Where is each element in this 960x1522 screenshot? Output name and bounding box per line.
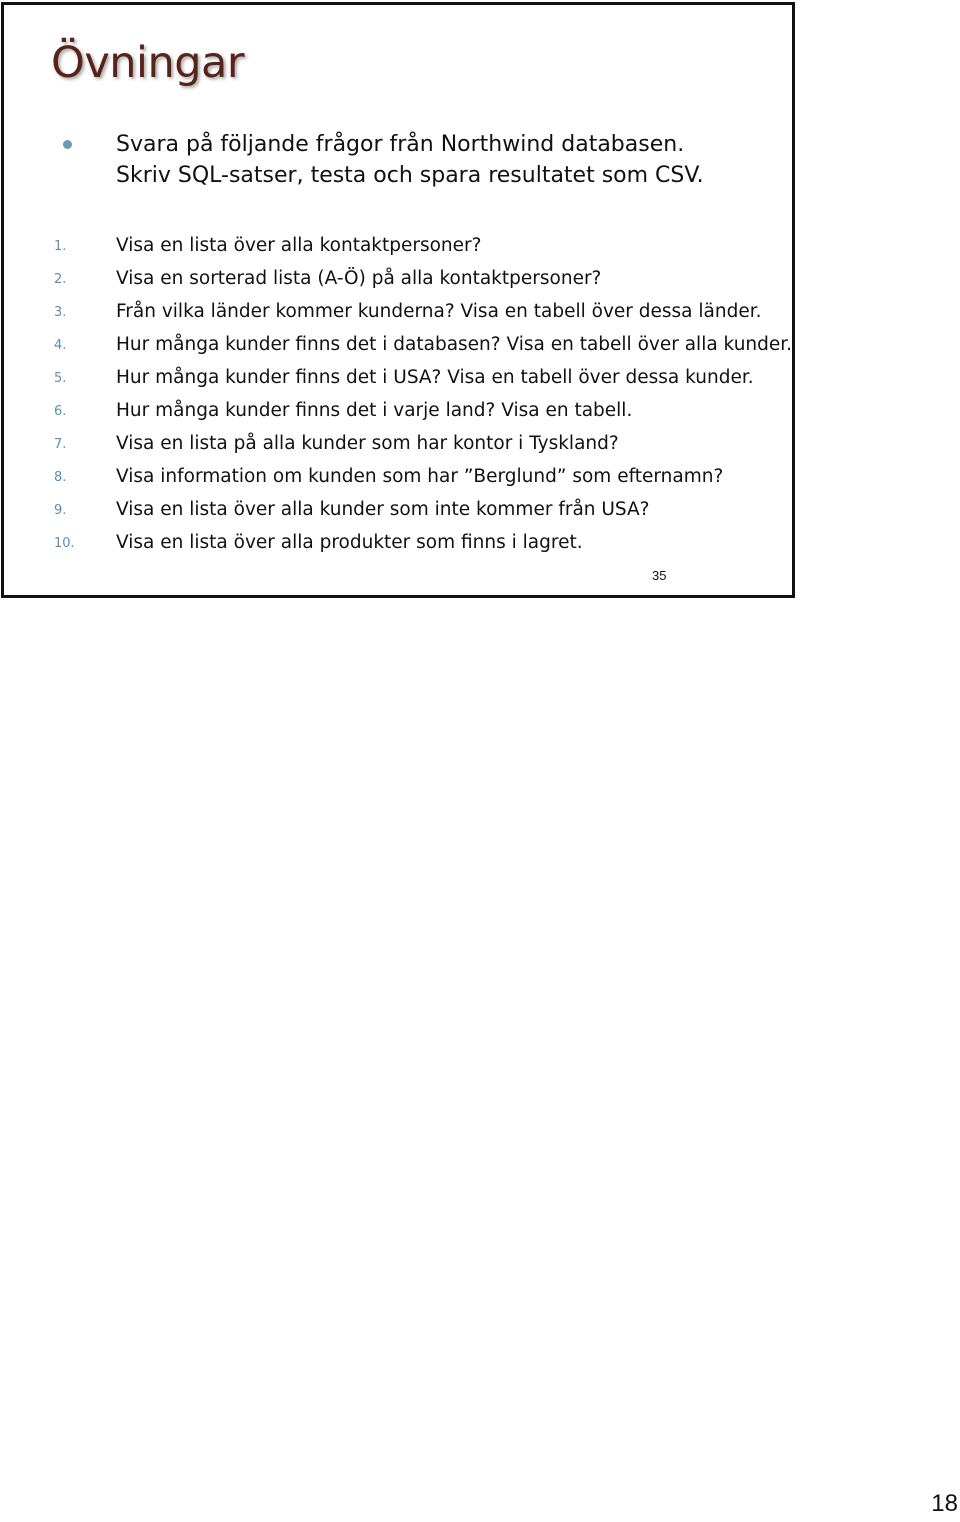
bullet-dot-icon xyxy=(63,140,72,149)
list-item xyxy=(54,429,784,462)
slide-frame xyxy=(1,2,795,598)
item-number: 7. xyxy=(54,437,67,452)
item-text: Från vilka länder kommer kunderna? Visa en tabell över dessa länder. xyxy=(116,301,762,322)
item-number: 9. xyxy=(54,503,67,518)
list-item xyxy=(54,264,784,297)
item-text: Visa en lista på alla kunder som har kontor i Tyskland? xyxy=(116,433,619,454)
intro-bullet xyxy=(63,129,763,191)
item-text: Hur många kunder finns det i USA? Visa en tabell över dessa kunder. xyxy=(116,367,754,388)
item-number: 10. xyxy=(54,536,75,551)
list-item xyxy=(54,396,784,429)
intro-line-2: Skriv SQL-satser, testa och spara resultatet som CSV. xyxy=(116,163,704,188)
list-item xyxy=(54,330,793,363)
intro-line-1: Svara på följande frågor från Northwind databasen. xyxy=(116,132,685,157)
slide-number: 35 xyxy=(652,568,667,583)
item-text: Hur många kunder finns det i varje land? Visa en tabell. xyxy=(116,400,633,421)
item-text: Visa en lista över alla produkter som finns i lagret. xyxy=(116,532,583,553)
item-text: Visa en lista över alla kontaktpersoner? xyxy=(116,235,482,256)
item-number: 2. xyxy=(54,272,67,287)
exercise-list xyxy=(54,231,793,561)
list-item xyxy=(54,528,784,561)
item-text: Visa en sorterad lista (A-Ö) på alla kontaktpersoner? xyxy=(116,268,602,289)
item-number: 6. xyxy=(54,404,67,419)
list-item xyxy=(54,363,784,396)
list-item xyxy=(54,231,784,264)
item-number: 3. xyxy=(54,305,67,320)
slide-title: Övningar xyxy=(51,38,245,88)
item-number: 5. xyxy=(54,371,67,386)
list-item xyxy=(54,462,784,495)
item-number: 8. xyxy=(54,470,67,485)
item-text: Visa en lista över alla kunder som inte kommer från USA? xyxy=(116,499,650,520)
list-item xyxy=(54,495,784,528)
item-number: 4. xyxy=(54,338,67,353)
item-text: Hur många kunder finns det i databasen? Visa en tabell över alla kunder. xyxy=(116,334,793,355)
item-number: 1. xyxy=(54,239,67,254)
list-item xyxy=(54,297,784,330)
page-number: 18 xyxy=(931,1490,958,1517)
item-text: Visa information om kunden som har ”Berglund” som efternamn? xyxy=(116,466,724,487)
